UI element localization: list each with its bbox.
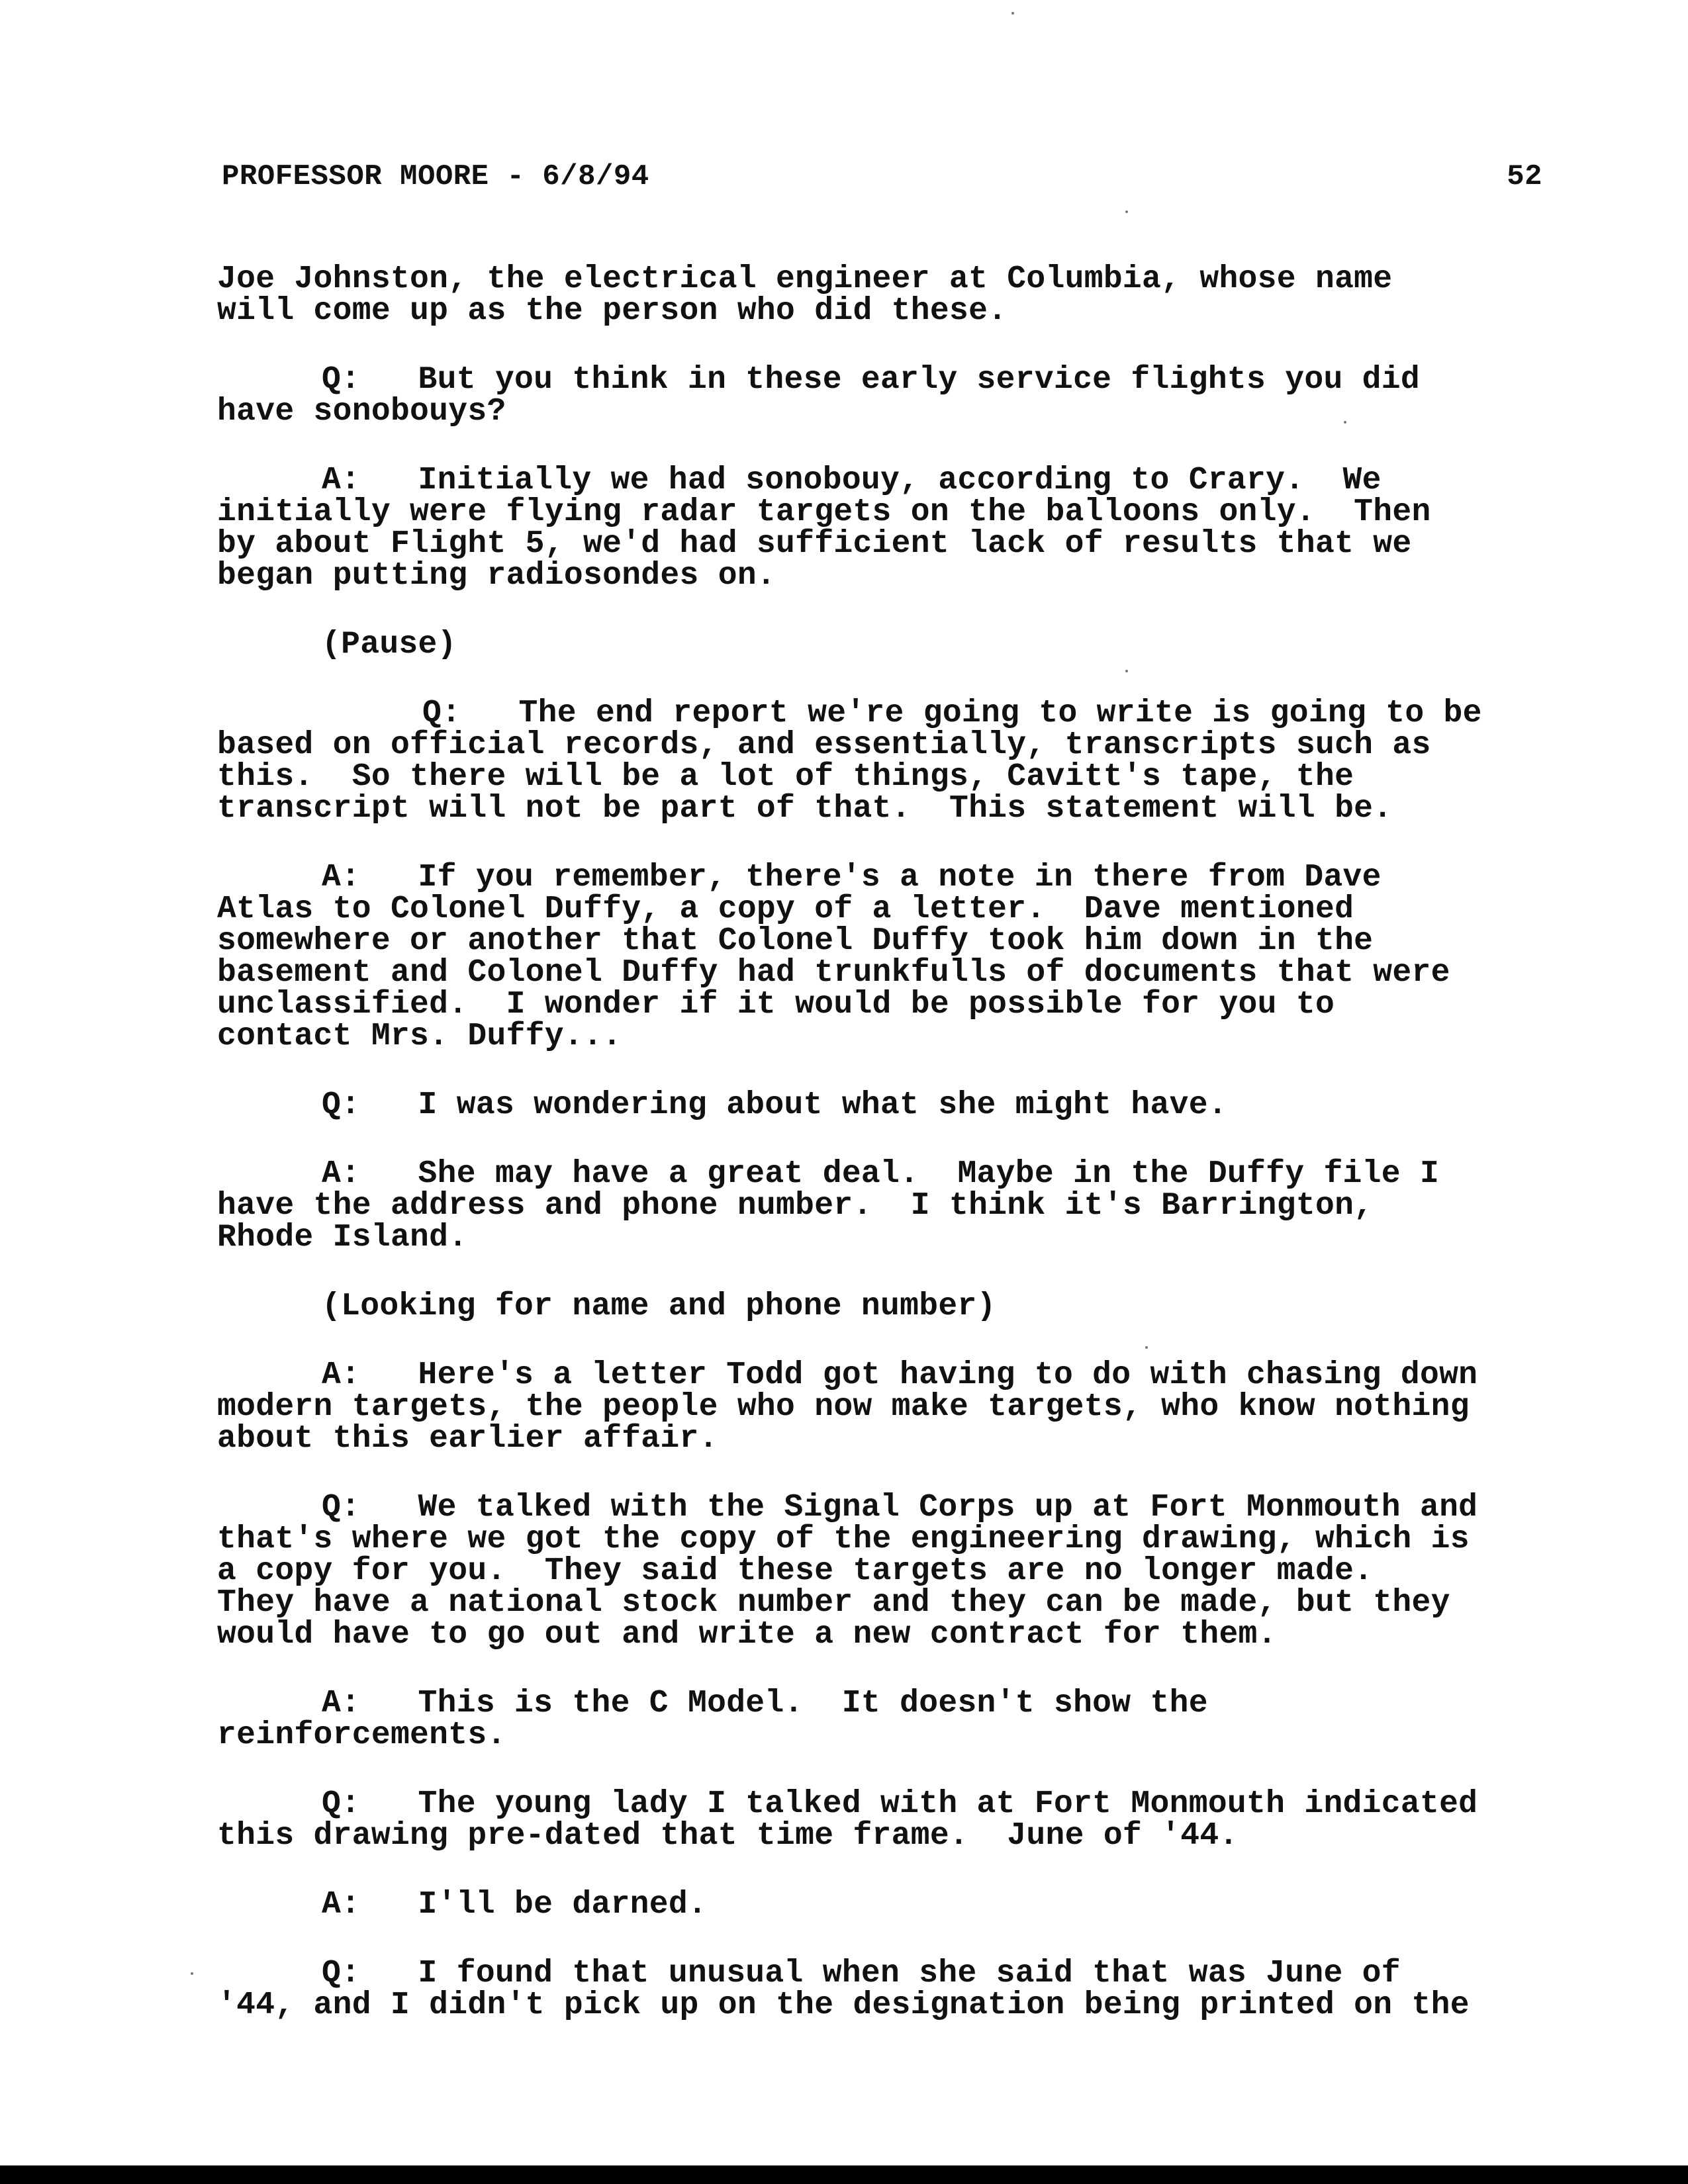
transcript-paragraph (217, 1291, 1554, 1322)
transcript-line: about this earlier affair. (217, 1421, 718, 1457)
transcript-line: reinforcements. (217, 1717, 506, 1753)
transcript-paragraph (217, 862, 1554, 1052)
transcript-paragraph (217, 1889, 1554, 1921)
transcript-paragraph (217, 465, 1554, 592)
page-header (222, 160, 1542, 193)
transcript-line: A: I'll be darned. (322, 1887, 708, 1923)
transcript-line: basement and Colonel Duffy had trunkfulls of documents that were (217, 955, 1450, 991)
transcript-paragraph (217, 629, 1554, 660)
transcript-line: A: She may have a great deal. Maybe in the Duffy file I (322, 1156, 1440, 1192)
transcript-line: by about Flight 5, we'd had sufficient lack of results that we (217, 526, 1412, 562)
header-title: PROFESSOR MOORE - 6/8/94 (222, 160, 649, 193)
transcript-line: '44, and I didn't pick up on the designation being printed on the (217, 1987, 1470, 2023)
transcript-line: Q: We talked with the Signal Corps up at Fort Monmouth and (322, 1490, 1478, 1525)
transcript-line: They have a national stock number and they can be made, but they (217, 1585, 1450, 1621)
transcript-line: A: This is the C Model. It doesn't show the (322, 1686, 1208, 1721)
transcript-line: began putting radiosondes on. (217, 558, 776, 594)
scan-speck (1125, 210, 1128, 213)
transcript-body (217, 263, 1554, 2058)
transcript-line: (Pause) (322, 627, 457, 662)
transcript-line: (Looking for name and phone number) (322, 1289, 996, 1324)
transcript-line: will come up as the person who did these. (217, 293, 1008, 329)
transcript-line: this drawing pre-dated that time frame. June of '44. (217, 1818, 1239, 1854)
scan-speck (1145, 1346, 1148, 1349)
transcript-line: Q: The end report we're going to write is going to be (422, 696, 1482, 731)
transcript-paragraph (217, 364, 1554, 428)
transcript-line: would have to go out and write a new contract for them. (217, 1617, 1277, 1653)
transcript-line: A: Initially we had sonobouy, according to Crary. We (322, 463, 1382, 498)
transcript-line: Q: I was wondering about what she might have. (322, 1087, 1227, 1123)
transcript-line: A: If you remember, there's a note in there from Dave (322, 860, 1382, 895)
transcript-paragraph (217, 1492, 1554, 1651)
transcript-line: this. So there will be a lot of things, Cavitt's tape, the (217, 759, 1354, 795)
scan-speck (1125, 670, 1128, 672)
transcript-line: contact Mrs. Duffy... (217, 1019, 622, 1054)
transcript-paragraph (217, 1788, 1554, 1852)
transcript-line: Joe Johnston, the electrical engineer at Columbia, whose name (217, 261, 1393, 297)
transcript-line: modern targets, the people who now make targets, who know nothing (217, 1389, 1470, 1425)
transcript-line: have sonobouys? (217, 394, 506, 430)
page-number: 52 (1507, 160, 1542, 193)
transcript-line: based on official records, and essentially, transcripts such as (217, 727, 1431, 763)
transcript-paragraph (217, 1359, 1554, 1455)
scan-bottom-edge (0, 2165, 1688, 2184)
transcript-paragraph (217, 263, 1554, 327)
transcript-line: Rhode Island. (217, 1220, 468, 1255)
scan-speck (1011, 12, 1014, 15)
scan-speck (191, 1972, 193, 1975)
scan-speck (1344, 421, 1346, 424)
transcript-paragraph (217, 1688, 1554, 1751)
transcript-line: Q: I found that unusual when she said that was June of (322, 1956, 1401, 1991)
transcript-line: transcript will not be part of that. This statement will be. (217, 791, 1393, 827)
transcript-line: Atlas to Colonel Duffy, a copy of a letter. Dave mentioned (217, 891, 1354, 927)
transcript-paragraph (217, 1089, 1554, 1121)
transcript-line: have the address and phone number. I think it's Barrington, (217, 1188, 1374, 1224)
transcript-line: somewhere or another that Colonel Duffy took him down in the (217, 923, 1374, 959)
transcript-line: a copy for you. They said these targets are no longer made. (217, 1553, 1374, 1589)
transcript-paragraph (217, 1958, 1554, 2021)
transcript-line: initially were flying radar targets on the balloons only. Then (217, 494, 1431, 530)
transcript-line: that's where we got the copy of the engineering drawing, which is (217, 1522, 1470, 1557)
transcript-line: unclassified. I wonder if it would be possible for you to (217, 987, 1335, 1023)
transcript-paragraph (217, 1158, 1554, 1253)
transcript-paragraph (217, 698, 1554, 825)
transcript-line: A: Here's a letter Todd got having to do with chasing down (322, 1357, 1478, 1393)
transcript-line: Q: The young lady I talked with at Fort Monmouth indicated (322, 1786, 1478, 1822)
transcript-line: Q: But you think in these early service flights you did (322, 362, 1420, 398)
